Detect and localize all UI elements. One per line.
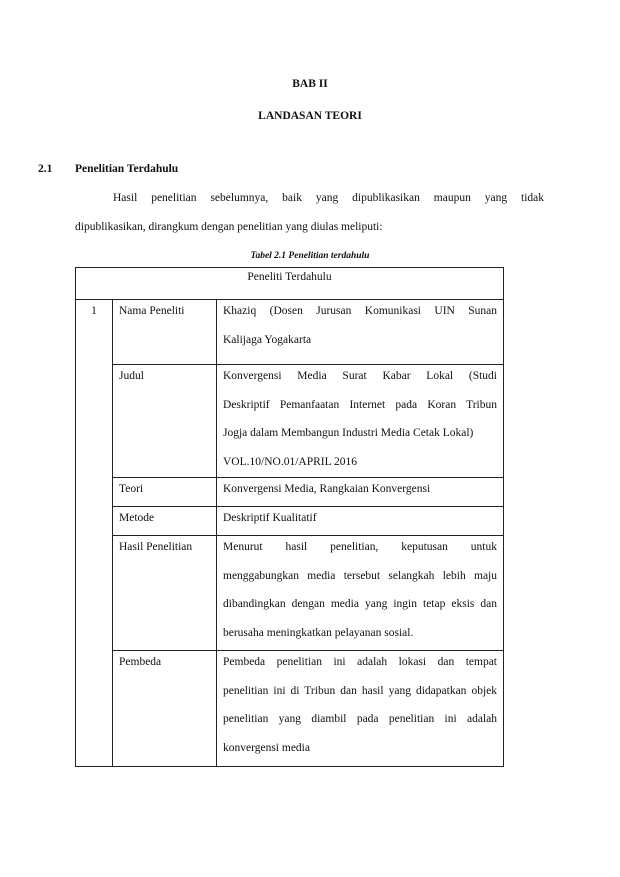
value-line: Menurut hasil penelitian, keputusan untuk [223,541,497,553]
value-line: Pembeda penelitian ini adalah lokasi dan tempat [223,656,497,668]
paragraph-line-1: Hasil penelitian sebelumnya, baik yang dipublikasikan maupun yang tidak [113,192,544,204]
row-value [217,300,504,365]
value-line: Jogja dalam Membangun Industri Media Cetak Lokal) [223,427,474,439]
table-header: Peneliti Terdahulu [76,268,504,300]
row-label: Nama Peneliti [113,300,217,365]
value-line: VOL.10/NO.01/APRIL 2016 [223,455,358,468]
row-value [217,651,504,767]
table-row [76,365,504,478]
value-line: Konvergensi Media Surat Kabar Lokal (Studi [223,370,497,382]
table-row [76,651,504,767]
row-value [217,365,504,478]
value-line: konvergensi media [223,741,310,754]
section-title: Penelitian Terdahulu [75,163,179,175]
table-caption: Tabel 2.1 Penelitian terdahulu [250,251,370,261]
row-label: Metode [113,507,217,536]
row-value [217,478,504,507]
row-label: Hasil Penelitian [113,536,217,651]
value-line: Deskriptif Kualitatif [223,512,317,524]
row-value [217,536,504,651]
chapter-title: LANDASAN TEORI [258,110,362,122]
row-label: Pembeda [113,651,217,767]
research-table [75,267,504,767]
table-row [76,536,504,651]
table-row [76,507,504,536]
value-line: Deskriptif Pemanfaatan Internet pada Koran Tribun [223,398,497,411]
value-line: berusaha meningkatkan pelayanan sosial. [223,626,414,639]
row-number: 1 [76,300,113,767]
table-header-row [76,268,504,300]
value-line: dibandingkan dengan media yang ingin tetap eksis dan [223,598,497,610]
table-row [76,478,504,507]
row-label: Judul [113,365,217,478]
value-line: Kalijaga Yogakarta [223,333,312,346]
row-label: Teori [113,478,217,507]
value-line: penelitian ini di Tribun dan hasil yang didapatkan objek [223,684,497,697]
table-row [76,300,504,365]
chapter-heading: BAB II [292,78,328,90]
section-number: 2.1 [38,163,53,175]
value-line: Konvergensi Media, Rangkaian Konvergensi [223,483,431,495]
value-line: menggabungkan media tersebut selangkah lebih maju [223,569,497,582]
value-line: Khaziq (Dosen Jurusan Komunikasi UIN Sunan [223,305,497,317]
paragraph-line-2: dipublikasikan, dirangkum dengan penelitian yang diulas meliputi: [75,221,383,233]
value-line: penelitian yang diambil pada penelitian ini adalah [223,713,497,725]
row-value [217,507,504,536]
